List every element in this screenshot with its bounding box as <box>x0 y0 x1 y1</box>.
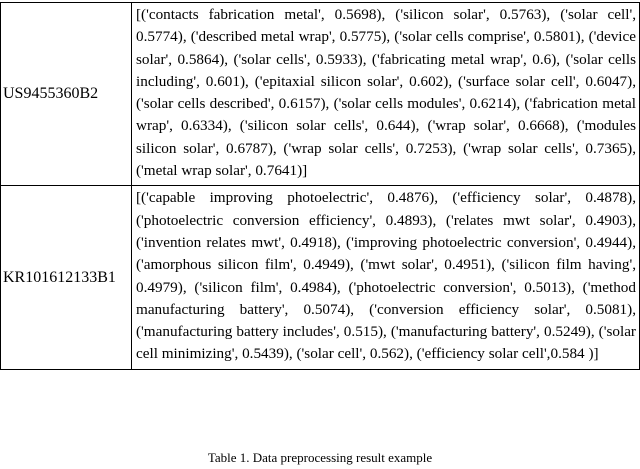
preprocessing-result-table <box>0 2 640 370</box>
patent-id-cell: US9455360B2 <box>1 3 132 186</box>
table-caption: Table 1. Data preprocessing result example <box>207 450 433 465</box>
table-row <box>1 186 640 369</box>
keywords-cell: [('capable improving photoelectric', 0.4876), ('efficiency solar', 0.4878), ('photoelectric conversion efficiency', 0.4893), ('relates mwt solar', 0.4903), ('invention relates mwt', 0.4918), ('improving photoelectric conversion', 0.4944), ('amorphous silicon film', 0.4949), ('mwt solar', 0.4951), ('silicon film having', 0.4979), ('silicon film', 0.4984), ('photoelectric conversion', 0.5013), ('method manufacturing battery', 0.5074), ('conversion efficiency solar', 0.5081), ('manufacturing battery includes', 0.515), ('manufacturing battery', 0.5249), ('solar cell minimizing', 0.5439), ('solar cell', 0.562), ('efficiency solar cell',0.584 )] <box>132 186 640 369</box>
patent-id-cell: KR101612133B1 <box>1 186 132 369</box>
table-row <box>1 3 640 186</box>
keywords-cell: [('contacts fabrication metal', 0.5698), ('silicon solar', 0.5763), ('solar cell', 0.5774), ('described metal wrap', 0.5775), ('solar cells comprise', 0.5801), ('device solar', 0.5864), ('solar cells', 0.5933), ('fabricating metal wrap', 0.6), ('solar cells including', 0.601), ('epitaxial silicon solar', 0.602), ('surface solar cell', 0.6047), ('solar cells described', 0.6157), ('solar cells modules', 0.6214), ('fabrication metal wrap', 0.6334), ('silicon solar cells', 0.644), ('wrap solar', 0.6668), ('modules silicon solar', 0.6787), ('wrap solar cells', 0.7253), ('wrap solar cells', 0.7365), ('metal wrap solar', 0.7641)] <box>132 3 640 186</box>
